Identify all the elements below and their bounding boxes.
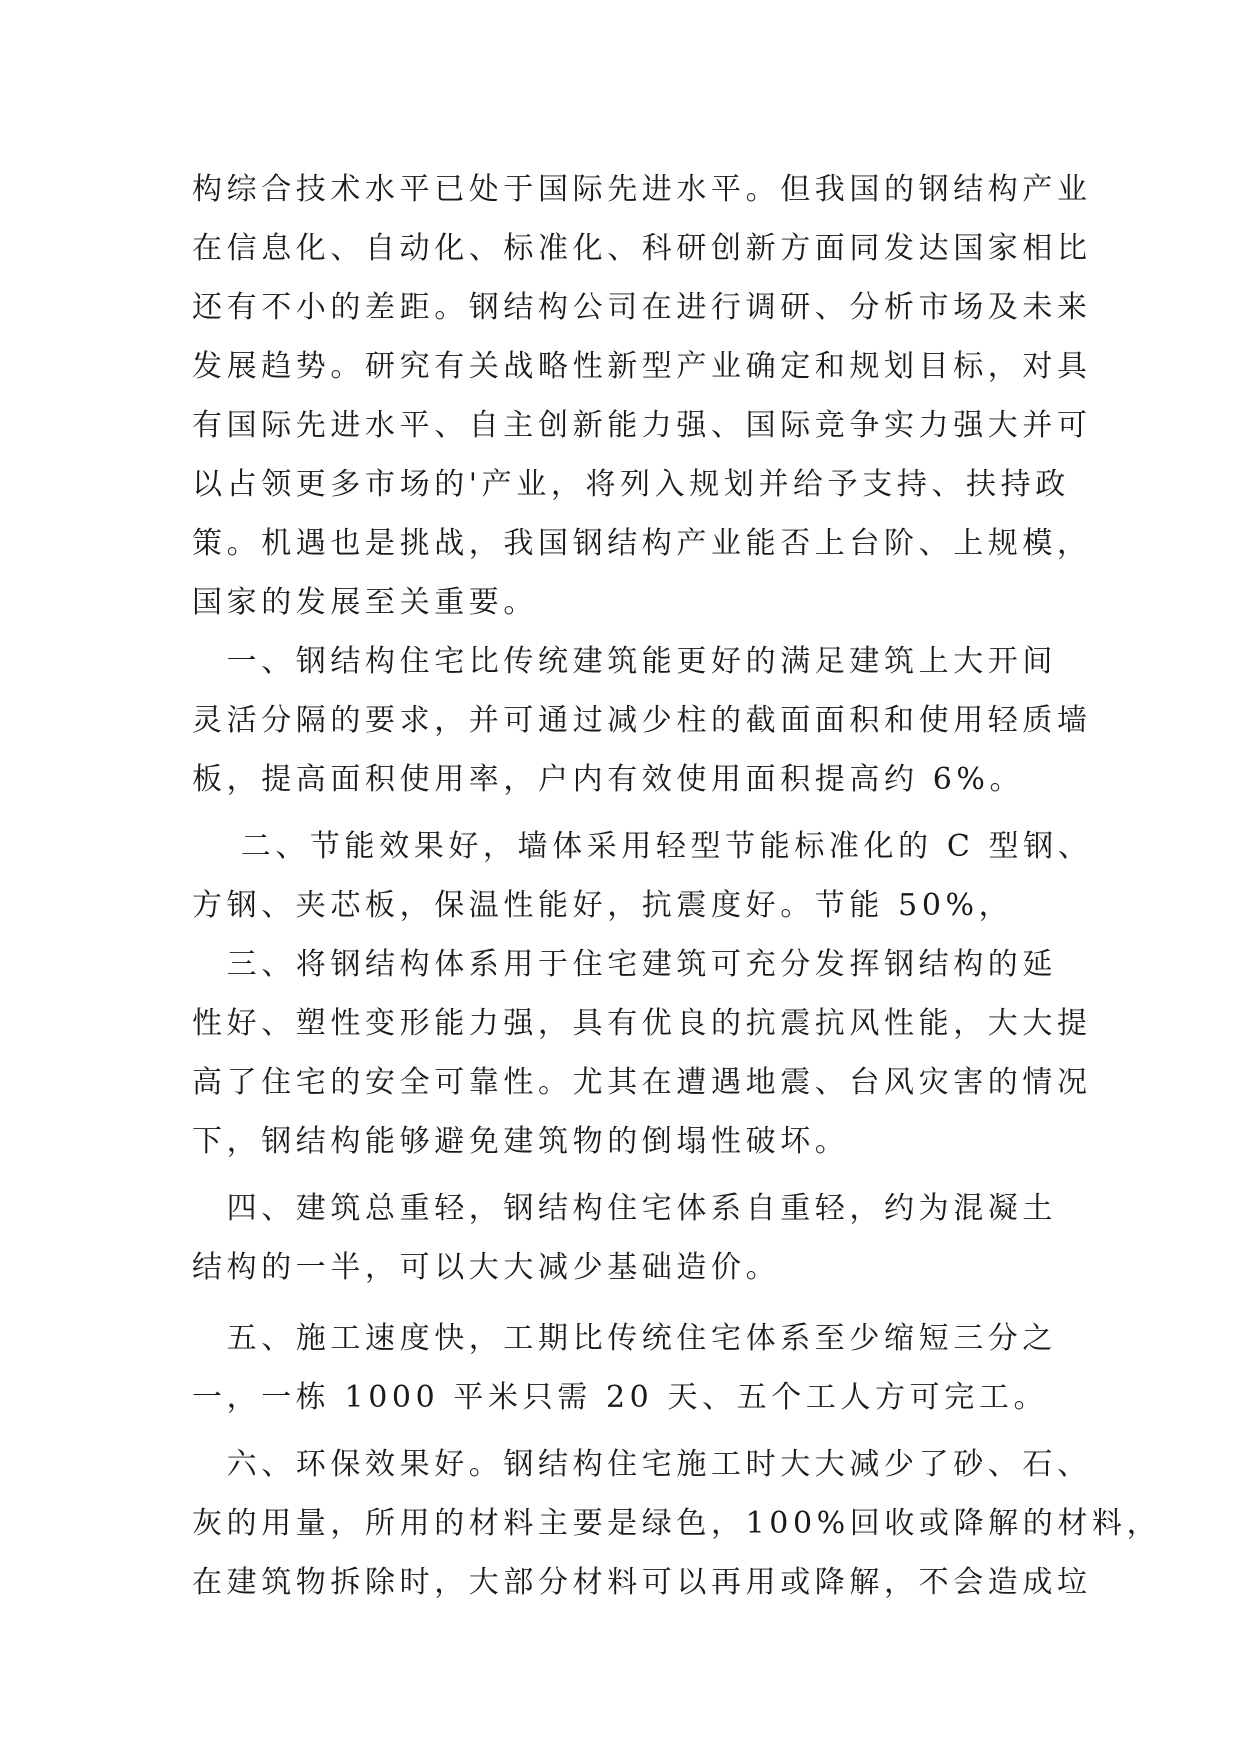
text-line: 三、将钢结构体系用于住宅建筑可充分发挥钢结构的延 [192, 947, 1057, 982]
text-line: 板，提高面积使用率，户内有效使用面积提高约 6%。 [192, 762, 1025, 797]
text-line: 以占领更多市场的'产业，将列入规划并给予支持、扶持政 [192, 467, 1070, 502]
text-line: 一、钢结构住宅比传统建筑能更好的满足建筑上大开间 [192, 644, 1057, 679]
text-line: 灰的用量，所用的材料主要是绿色，100%回收或降解的材料， [192, 1506, 1162, 1541]
text-line: 构综合技术水平已处于国际先进水平。但我国的钢结构产业 [192, 172, 1092, 207]
text-line: 一，一栋 1000 平米只需 20 天、五个工人方可完工。 [192, 1380, 1049, 1415]
text-line: 结构的一半，可以大大减少基础造价。 [192, 1250, 781, 1285]
text-line: 五、施工速度快，工期比传统住宅体系至少缩短三分之 [192, 1321, 1057, 1356]
text-line: 性好、塑性变形能力强，具有优良的抗震抗风性能，大大提 [192, 1006, 1092, 1041]
text-line: 策。机遇也是挑战，我国钢结构产业能否上台阶、上规模， [192, 526, 1092, 561]
text-line: 还有不小的差距。钢结构公司在进行调研、分析市场及未来 [192, 290, 1092, 325]
text-line: 有国际先进水平、自主创新能力强、国际竞争实力强大并可 [192, 408, 1092, 443]
text-line: 六、环保效果好。钢结构住宅施工时大大减少了砂、石、 [192, 1447, 1092, 1482]
text-line: 在信息化、自动化、标准化、科研创新方面同发达国家相比 [192, 231, 1092, 266]
body-text [192, 160, 1162, 1612]
text-line: 四、建筑总重轻，钢结构住宅体系自重轻，约为混凝土 [192, 1191, 1057, 1226]
text-line: 发展趋势。研究有关战略性新型产业确定和规划目标，对具 [192, 349, 1092, 384]
text-line: 方钢、夹芯板，保温性能好，抗震度好。节能 50%， [192, 888, 1014, 923]
text-line: 在建筑物拆除时，大部分材料可以再用或降解，不会造成垃 [192, 1565, 1092, 1600]
text-line: 高了住宅的安全可靠性。尤其在遭遇地震、台风灾害的情况 [192, 1065, 1092, 1100]
text-line: 国家的发展至关重要。 [192, 585, 538, 620]
text-line: 二、节能效果好，墙体采用轻型节能标准化的 C 型钢、 [192, 829, 1093, 864]
text-line: 灵活分隔的要求，并可通过减少柱的截面面积和使用轻质墙 [192, 703, 1092, 738]
text-line: 下，钢结构能够避免建筑物的倒塌性破坏。 [192, 1124, 850, 1159]
